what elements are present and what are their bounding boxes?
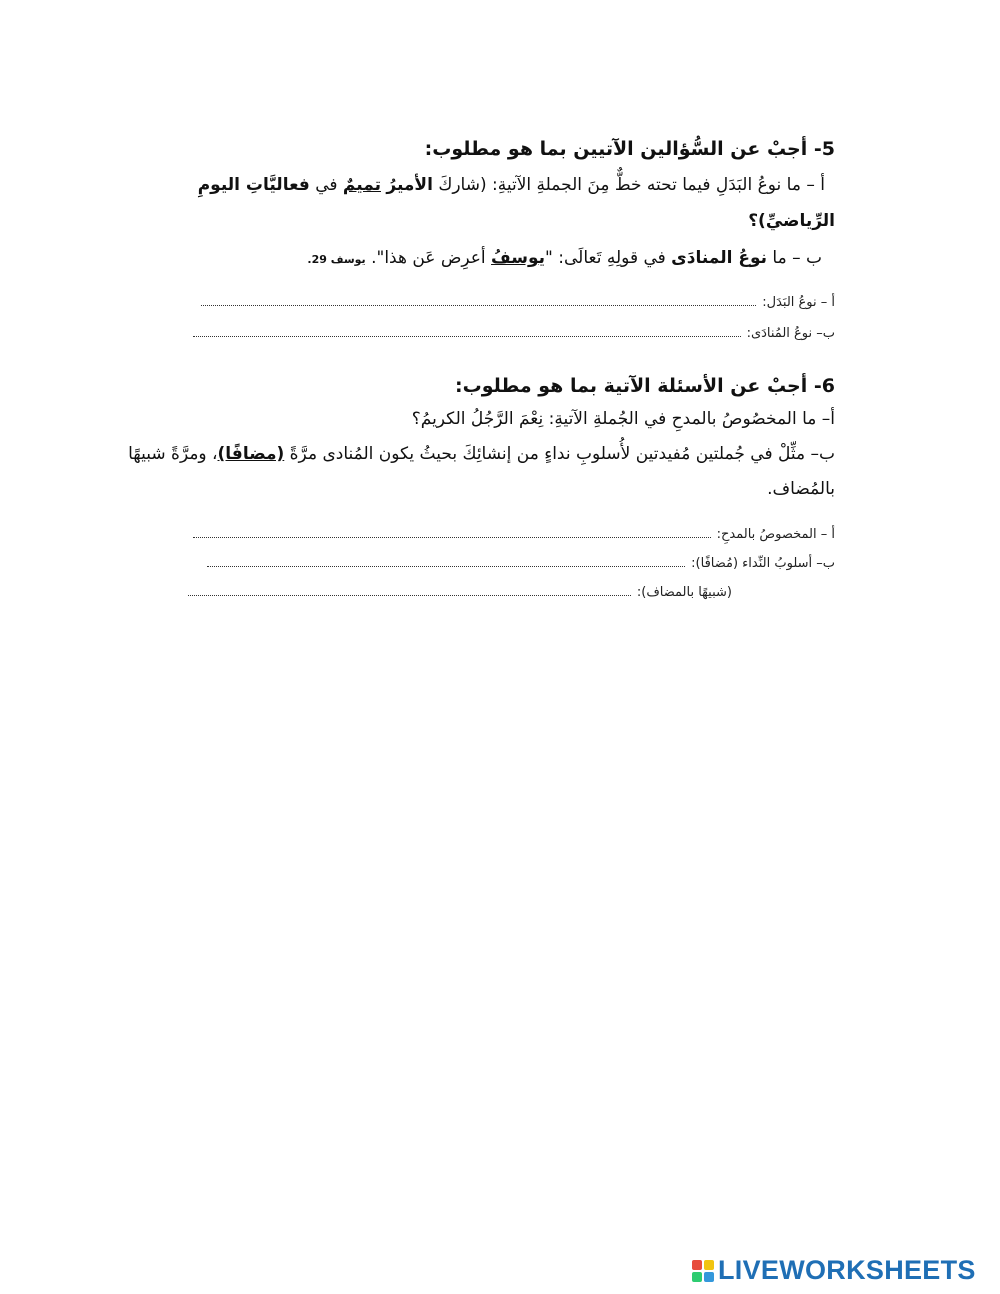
logo-square-4 — [704, 1272, 714, 1282]
q5b-mid: في قولِهِ تَعالَى: " — [545, 248, 672, 268]
question-6b-line2: بالمُضاف. — [767, 479, 835, 499]
q5b-suffix: أعرِض عَن هذا". — [365, 248, 492, 268]
q5b-underlined-word: يوسفُ — [491, 248, 546, 268]
answer-5a-row — [201, 295, 835, 310]
q6b-bold-mudaf: (مضافًا) — [217, 444, 285, 464]
q5a-prefix: أ – ما نوعُ البَدَلِ فيما تحته خطٌّ مِنَ الجملةِ الآتيةِ: (شاركَ — [432, 175, 825, 195]
answer-6c-row — [188, 585, 732, 600]
liveworksheets-logo — [692, 1255, 976, 1286]
answer-5b-row — [193, 326, 835, 341]
answer-6a-field[interactable] — [193, 536, 711, 538]
question-5a — [198, 175, 825, 195]
q5b-bold: نوعُ المنادَى — [671, 248, 767, 268]
answer-5a-field[interactable] — [201, 304, 756, 306]
question-5-heading: 5- أجبْ عن السُّؤالين الآتيين بما هو مطلوب: — [424, 138, 835, 160]
logo-square-3 — [692, 1272, 702, 1282]
answer-6a-label: أ – المخصوصُ بالمدحِ: — [716, 527, 835, 542]
answer-5b-label: ب– نوعُ المُنادَى: — [746, 326, 835, 341]
logo-square-2 — [704, 1260, 714, 1270]
answer-6b-row — [207, 556, 835, 571]
question-6a: أ– ما المخصُوصُ بالمدحِ في الجُملةِ الآتيةِ: نِعْمَ الرَّجُلُ الكريمُ؟ — [411, 409, 835, 429]
question-5a-line2: الرِّياضيِّ)؟ — [748, 211, 835, 231]
answer-6c-label: (شبيهًا بالمضاف): — [636, 585, 732, 600]
logo-text: LIVEWORKSHEETS — [718, 1255, 976, 1285]
answer-6a-row — [193, 527, 835, 542]
q6b-prefix: ب– مثِّلْ في جُملتين مُفيدتين لأُسلوبِ نداءٍ من إنشائِكَ بحيثُ يكون المُنادى مرَّةً — [284, 444, 835, 464]
answer-6b-label: ب– أسلوبُ النِّداء (مُضافًا): — [691, 556, 835, 571]
answer-5b-field[interactable] — [193, 335, 741, 337]
logo-grid-icon — [692, 1260, 714, 1282]
q6b-suffix: ، ومرَّةً شبيهًا — [128, 444, 218, 464]
q5a-mid: في — [309, 175, 343, 195]
answer-6b-field[interactable] — [207, 565, 685, 567]
q5b-prefix: ب – ما — [766, 248, 822, 268]
question-6b — [128, 444, 835, 464]
question-5b — [307, 248, 822, 268]
q5a-underlined-word: تميمٌ — [342, 175, 381, 195]
q5a-bold-activities: فعاليَّاتِ اليومِ — [197, 175, 310, 195]
q5b-reference: يوسف 29. — [307, 253, 366, 266]
question-6-heading: 6- أجبْ عن الأسئلة الآتية بما هو مطلوب: — [455, 375, 835, 397]
q5a-bold-amir: الأميرُ — [386, 175, 433, 195]
answer-6c-field[interactable] — [188, 594, 631, 596]
logo-square-1 — [692, 1260, 702, 1270]
answer-5a-label: أ – نوعُ البَدَل: — [762, 295, 835, 310]
